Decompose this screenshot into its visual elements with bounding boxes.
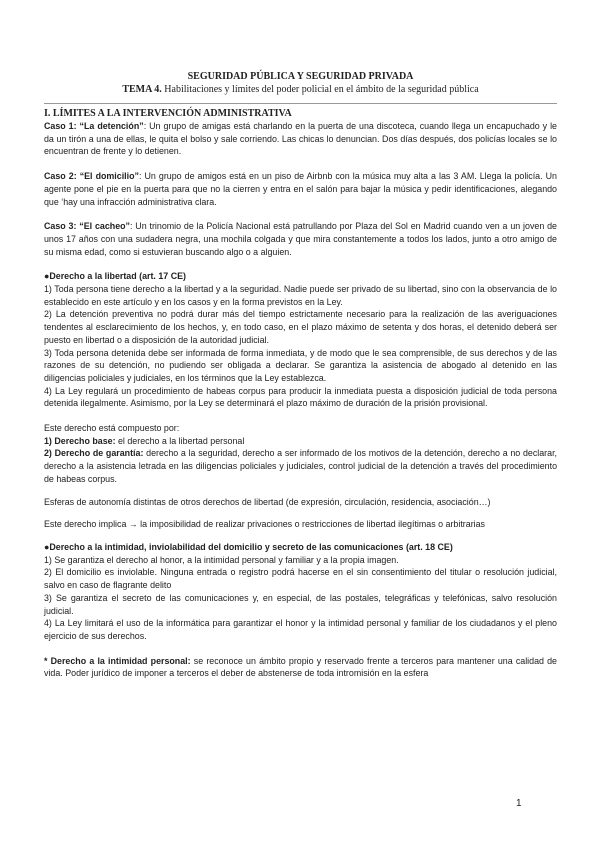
case-text: : Un trinomio de la Policía Nacional está patrullando por Plaza del Sol en Madrid cuando ven a un joven de unos 17 años con una sudadera negra, una mochila colgada y que mira constantemente a todos los lados, junto a otro amigo de su misma edad, como si estuvieran buscando algo o a alguien.	[44, 221, 557, 257]
composition-item-text: derecho a la seguridad, derecho a ser informado de los motivos de la detención, derecho a no declarar, derecho a la asistencia letrada en las diligencias policiales y judiciales, control judicial de la detención a través del procedimiento de habeas corpus.	[44, 448, 557, 484]
section-title: I. LÍMITES A LA INTERVENCIÓN ADMINISTRATIVA	[44, 108, 292, 119]
liberty-paragraph: 2) La detención preventiva no podrá durar más del tiempo estrictamente necesario para la realización de las averiguaciones tendentes al esclarecimiento de los hechos, y, en todo caso, en el plazo máximo de setenta y dos horas, el detenido deberá ser puesto en libertad o a disposición de la autoridad judicial.	[44, 309, 557, 345]
case-text: : Un grupo de amigos está en un piso de Airbnb con la música muy alta a las 3 AM. Llega la policía. Un agente pone el pie en la puerta para que no la cierren y entra en el salón para bajar la música y pedir identificaciones, alegando que ‘hay una infracción administrativa clara.	[44, 171, 557, 207]
privacy-definition-label: * Derecho a la intimidad personal:	[44, 655, 191, 666]
privacy-definition	[44, 655, 557, 680]
composed-intro: Este derecho está compuesto por:	[44, 423, 180, 434]
document-title: SEGURIDAD PÚBLICA Y SEGURIDAD PRIVADA	[187, 71, 414, 82]
liberty-paragraph: 4) La Ley regulará un procedimiento de habeas corpus para producir la inmediata puesta a disposición judicial de toda persona detenida ilegalmente. Asimismo, por la Ley se determinará el plazo máximo de duración de la prisión provisional.	[44, 385, 557, 409]
case-paragraph	[44, 120, 557, 158]
privacy-paragraph: 2) El domicilio es inviolable. Ninguna entrada o registro podrá hacerse en el sin consentimiento del titular o resolución judicial, salvo en caso de flagrante delito	[44, 567, 557, 591]
case-label: Caso 2: “El domicilio”	[44, 171, 139, 182]
privacy-definition-text: se reconoce un ámbito propio y reservado frente a terceros para mantener una calidad de vida. Poder jurídico de imponer a terceros el deber de abstenerse de toda intromisión en la esfera	[44, 655, 557, 679]
composition-item-text: el derecho a la libertad personal	[115, 435, 245, 446]
privacy-paragraph: 1) Se garantiza el derecho al honor, a la intimidad personal y familiar y a la propia imagen.	[44, 554, 399, 565]
liberty-heading: ●Derecho a la libertad (art. 17 CE)	[44, 271, 186, 282]
privacy-paragraph: 3) Se garantiza el secreto de las comunicaciones y, en especial, de las postales, telegráficas y telefónicas, salvo resolución judicial.	[44, 592, 557, 616]
case-paragraph	[44, 170, 557, 208]
composition-item-label: 2) Derecho de garantía:	[44, 448, 144, 459]
liberty-paragraph: 3) Toda persona detenida debe ser informada de forma inmediata, y de modo que le sea comprensible, de sus derechos y de las razones de su detención, no pudiendo ser obligada a declarar. Se garantiza la asistencia de abogado al detenido en las diligencias policiales y judiciales, en los términos que la Ley establezca.	[44, 347, 557, 383]
header-divider	[44, 103, 557, 104]
theme-line	[44, 83, 557, 96]
case-label: Caso 1: “La detención”	[44, 121, 144, 131]
privacy-paragraph: 4) La Ley limitará el uso de la informática para garantizar el honor y la intimidad personal y familiar de los ciudadanos y el pleno ejercicio de sus derechos.	[44, 618, 557, 641]
case-paragraph	[44, 220, 557, 258]
page-number: 1	[516, 798, 522, 809]
case-label: Caso 3: “El cacheo”	[44, 221, 130, 232]
privacy-heading: ●Derecho a la intimidad, inviolabilidad del domicilio y secreto de las comunicaciones (art. 18 CE)	[44, 541, 453, 552]
theme-label: TEMA 4.	[122, 84, 162, 95]
theme-text: Habilitaciones y límites del poder policial en el ámbito de la seguridad pública	[161, 84, 479, 95]
composition-item	[44, 435, 557, 448]
implies-note: Este derecho implica → la imposibilidad de realizar privaciones o restricciones de libertad ilegítimas o arbitrarias	[44, 519, 485, 530]
document-page	[44, 70, 557, 680]
composition-item	[44, 447, 557, 485]
composition-item-label: 1) Derecho base:	[44, 435, 116, 446]
document-header	[44, 70, 557, 96]
case-text: : Un grupo de amigas está charlando en la puerta de una discoteca, cuando llega un encapuchado y le da un tirón a una de ellas, le quita el bolso y sale corriendo. Las chicas lo denuncian. Dos días después, dos policías locales se lo encuentran de frente y lo detienen.	[44, 121, 557, 157]
spheres-note: Esferas de autonomía distintas de otros derechos de libertad (de expresión, circulación, residencia, asociación…)	[44, 496, 491, 507]
liberty-paragraph: 1) Toda persona tiene derecho a la libertad y a la seguridad. Nadie puede ser privado de su libertad, sino con la observancia de lo establecido en este artículo y en los casos y en la forma previstos en la Ley.	[44, 284, 557, 307]
